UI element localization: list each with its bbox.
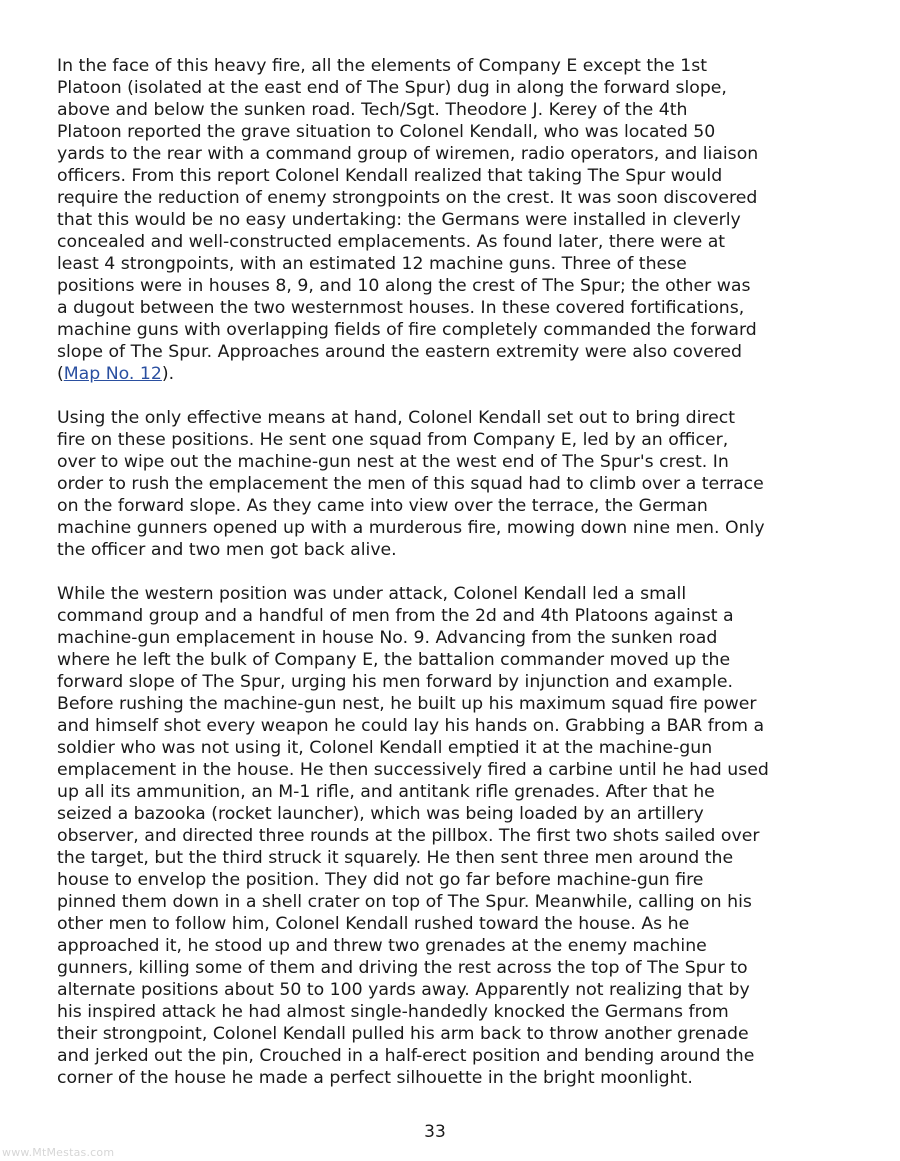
text-line: machine guns with overlapping fields of fire completely commanded the forward: [57, 320, 757, 340]
document-body: [57, 55, 847, 1111]
text-line: fire on these positions. He sent one squad from Company E, led by an officer,: [57, 430, 729, 450]
text-line: over to wipe out the machine-gun nest at the west end of The Spur's crest. In: [57, 452, 729, 472]
text-line: command group and a handful of men from the 2d and 4th Platoons against a: [57, 606, 734, 626]
text-line-with-link: [57, 363, 847, 385]
text-line: While the western position was under attack, Colonel Kendall led a small: [57, 584, 687, 604]
text-line: the target, but the third struck it squarely. He then sent three men around the: [57, 848, 734, 868]
map-12-link[interactable]: Map No. 12: [63, 364, 162, 384]
text-line: that this would be no easy undertaking: the Germans were installed in cleverly: [57, 210, 741, 230]
text-line: slope of The Spur. Approaches around the eastern extremity were also covered: [57, 342, 743, 362]
text-line: seized a bazooka (rocket launcher), which was being loaded by an artillery: [57, 804, 704, 824]
text-line: their strongpoint, Colonel Kendall pulled his arm back to throw another grenade: [57, 1024, 749, 1044]
text-line: Platoon reported the grave situation to Colonel Kendall, who was located 50: [57, 122, 716, 142]
text-line: a dugout between the two westernmost houses. In these covered fortifications,: [57, 298, 745, 318]
text-line: least 4 strongpoints, with an estimated 12 machine guns. Three of these: [57, 254, 687, 274]
text-line: approached it, he stood up and threw two grenades at the enemy machine: [57, 936, 707, 956]
text-line: gunners, killing some of them and driving the rest across the top of The Spur to: [57, 958, 748, 978]
text-line: house to envelop the position. They did not go far before machine-gun fire: [57, 870, 704, 890]
text-line: his inspired attack he had almost single-handedly knocked the Germans from: [57, 1002, 729, 1022]
text-line: forward slope of The Spur, urging his men forward by injunction and example.: [57, 672, 733, 692]
text-line: order to rush the emplacement the men of this squad had to climb over a terrace: [57, 474, 764, 494]
text-line: concealed and well-constructed emplacements. As found later, there were at: [57, 232, 726, 252]
text-line: above and below the sunken road. Tech/Sgt. Theodore J. Kerey of the 4th: [57, 100, 688, 120]
text-line: machine-gun emplacement in house No. 9. Advancing from the sunken road: [57, 628, 718, 648]
text-line: positions were in houses 8, 9, and 10 along the crest of The Spur; the other was: [57, 276, 751, 296]
text-line: yards to the rear with a command group of wiremen, radio operators, and liaison: [57, 144, 759, 164]
text-line: Platoon (isolated at the east end of The Spur) dug in along the forward slope,: [57, 78, 727, 98]
text-line: observer, and directed three rounds at the pillbox. The first two shots sailed over: [57, 826, 760, 846]
text-line: up all its ammunition, an M-1 rifle, and antitank rifle grenades. After that he: [57, 782, 715, 802]
paren-open: (: [57, 364, 64, 384]
paren-close: ).: [161, 364, 175, 384]
text-line: soldier who was not using it, Colonel Kendall emptied it at the machine-gun: [57, 738, 713, 758]
text-line: the officer and two men got back alive.: [57, 540, 397, 560]
paragraph-1: [57, 55, 847, 385]
text-line: officers. From this report Colonel Kendall realized that taking The Spur would: [57, 166, 723, 186]
text-line: where he left the bulk of Company E, the battalion commander moved up the: [57, 650, 731, 670]
page-number: 33: [424, 1122, 446, 1142]
text-line: and jerked out the pin, Crouched in a half-erect position and bending around the: [57, 1046, 755, 1066]
text-line: and himself shot every weapon he could lay his hands on. Grabbing a BAR from a: [57, 716, 765, 736]
text-line: corner of the house he made a perfect silhouette in the bright moonlight.: [57, 1068, 693, 1088]
paragraph-2: [57, 407, 847, 561]
text-line: on the forward slope. As they came into view over the terrace, the German: [57, 496, 708, 516]
text-line: Using the only effective means at hand, Colonel Kendall set out to bring direct: [57, 408, 736, 428]
text-line: require the reduction of enemy strongpoints on the crest. It was soon discovered: [57, 188, 758, 208]
text-line: In the face of this heavy fire, all the elements of Company E except the 1st: [57, 56, 708, 76]
site-watermark: www.MtMestas.com: [2, 1146, 115, 1159]
text-line: Before rushing the machine-gun nest, he built up his maximum squad fire power: [57, 694, 757, 714]
text-line: other men to follow him, Colonel Kendall rushed toward the house. As he: [57, 914, 690, 934]
text-line: alternate positions about 50 to 100 yards away. Apparently not realizing that by: [57, 980, 750, 1000]
text-line: machine gunners opened up with a murderous fire, mowing down nine men. Only: [57, 518, 765, 538]
text-line: pinned them down in a shell crater on top of The Spur. Meanwhile, calling on his: [57, 892, 752, 912]
text-line: emplacement in the house. He then successively fired a carbine until he had used: [57, 760, 769, 780]
paragraph-3: [57, 583, 847, 1089]
